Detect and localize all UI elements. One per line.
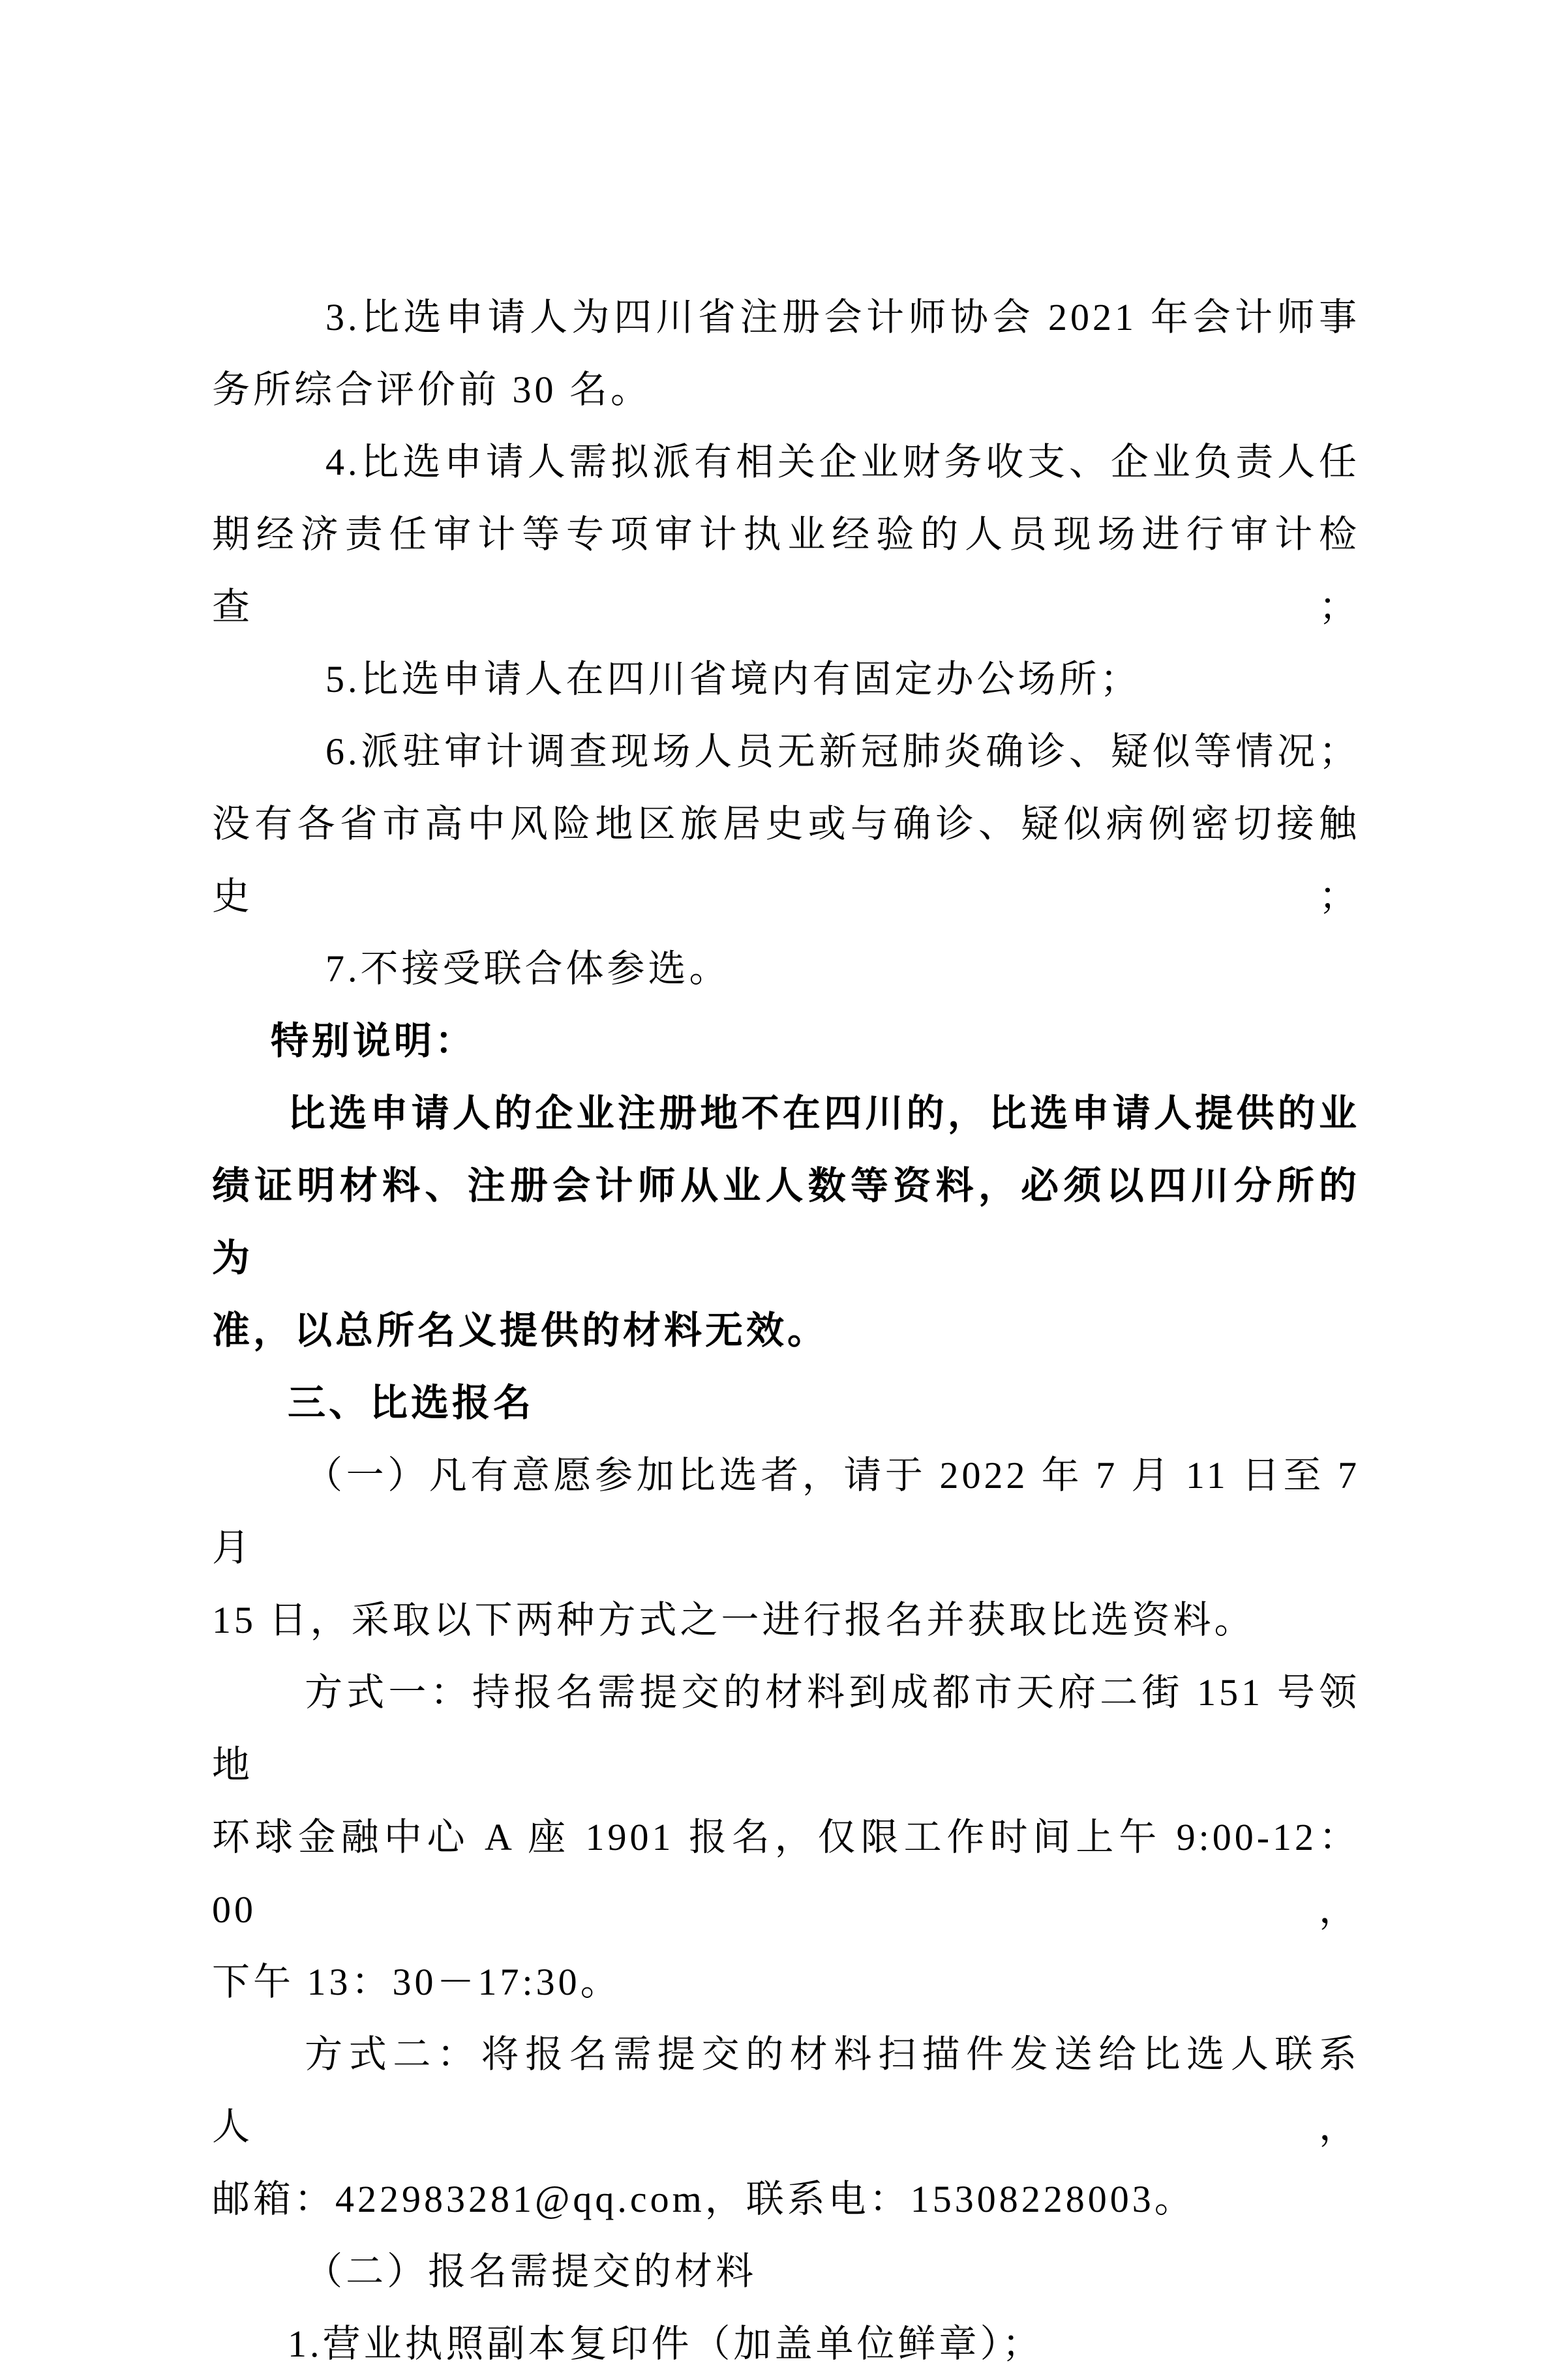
list-item-6-line-1: 6.派驻审计调查现场人员无新冠肺炎确诊、疑似等情况； (325, 730, 1360, 773)
list-item-4-line-2: 期经济责任审计等专项审计执业经验的人员现场进行审计检查； (212, 513, 1360, 628)
subsection-2-heading: （二）报名需提交的材料 (305, 2250, 757, 2293)
list-item-7: 7.不接受联合体参选。 (325, 947, 731, 990)
special-note-line-1: 比选申请人的企业注册地不在四川的，比选申请人提供的业 (288, 1092, 1360, 1135)
method-1-line-1: 方式一：持报名需提交的材料到成都市天府二街 151 号领地 (212, 1671, 1360, 1786)
special-note-line-3: 准，以总所名义提供的材料无效。 (212, 1309, 829, 1352)
subsection-1-line-2: 15 日，采取以下两种方式之一进行报名并获取比选资料。 (212, 1599, 1256, 1641)
method-2-contact-line: 邮箱：422983281@qq.com，联系电：15308228003。 (212, 2178, 1196, 2220)
list-item-3-line-2: 务所综合评价前 30 名。 (212, 368, 652, 411)
method-1-line-3: 下午 13：30－17:30。 (212, 1961, 622, 2003)
list-item-3-line-1: 3.比选申请人为四川省注册会计师协会 2021 年会计师事 (325, 296, 1360, 338)
subsection-1-line-1: （一）凡有意愿参加比选者，请于 2022 年 7 月 11 日至 7 月 (212, 1454, 1360, 1569)
list-item-5: 5.比选申请人在四川省境内有固定办公场所； (325, 658, 1141, 700)
list-item-6-line-2: 没有各省市高中风险地区旅居史或与确诊、疑似病例密切接触史； (212, 803, 1360, 917)
special-note-heading: 特别说明： (270, 1020, 476, 1062)
method-1-line-2: 环球金融中心 A 座 1901 报名，仅限工作时间上午 9:00-12：00， (212, 1816, 1360, 1931)
method-2-line-1: 方式二：将报名需提交的材料扫描件发送给比选人联系人， (212, 2033, 1360, 2148)
special-note-line-2: 绩证明材料、注册会计师从业人数等资料，必须以四川分所的为 (212, 1165, 1360, 1279)
material-item-1: 1.营业执照副本复印件（加盖单位鲜章）； (288, 2323, 1044, 2365)
section-3-heading: 三、比选报名 (288, 1382, 535, 1424)
list-item-4-line-1: 4.比选申请人需拟派有相关企业财务收支、企业负责人任 (325, 441, 1360, 483)
